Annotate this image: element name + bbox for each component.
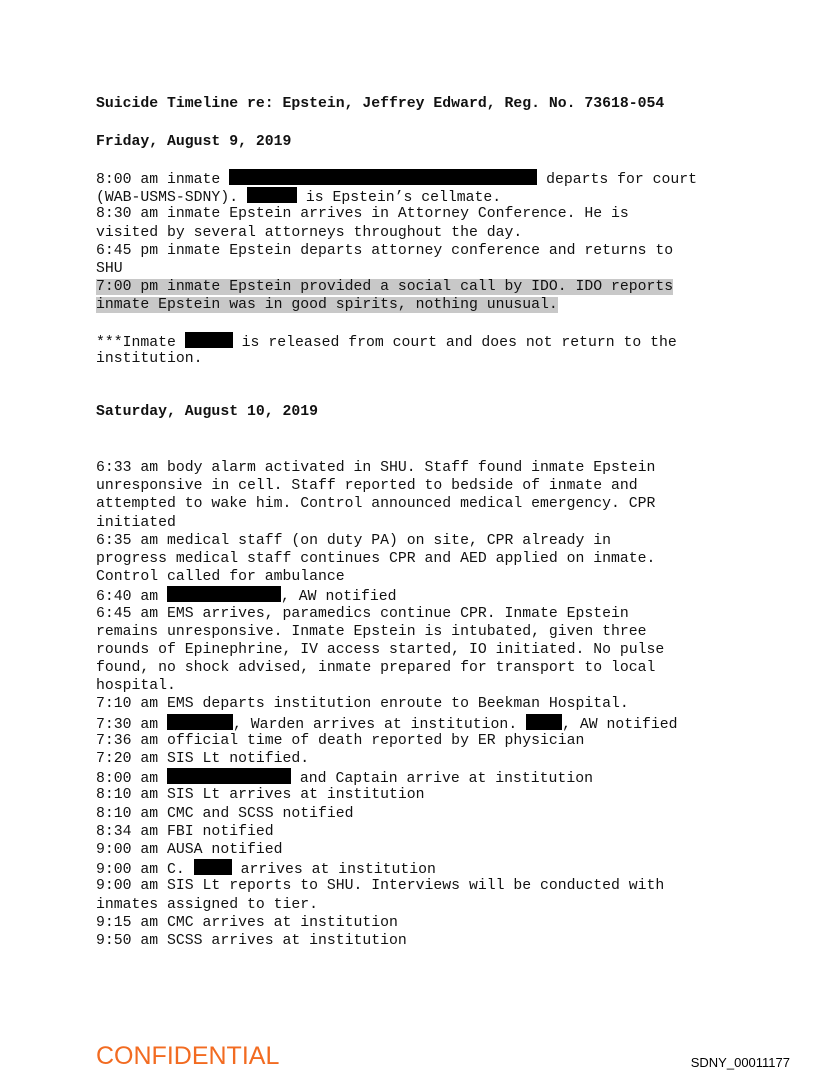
redaction-bar	[167, 586, 281, 602]
section-heading-saturday: Saturday, August 10, 2019	[96, 404, 318, 420]
timeline-line: 6:33 am body alarm activated in SHU. Staff found inmate Epstein	[96, 460, 656, 476]
saturday-timeline	[96, 459, 736, 950]
timeline-line: 8:34 am FBI notified	[96, 823, 274, 840]
timeline-line: 7:20 am SIS Lt notified.	[96, 751, 310, 767]
timeline-line: 6:40 am , AW notified	[96, 586, 736, 604]
timeline-line: SHU	[96, 260, 123, 277]
timeline-line: 8:30 am inmate Epstein arrives in Attorney Conference. He is	[96, 206, 629, 223]
timeline-line: 8:10 am CMC and SCSS notified	[96, 805, 354, 822]
timeline-line: 7:30 am , Warden arrives at institution. , AW notified	[96, 714, 736, 732]
timeline-line: initiated	[96, 514, 176, 531]
highlighted-line: inmate Epstein was in good spirits, nothing unusual.	[96, 297, 558, 314]
redaction-bar	[526, 714, 562, 730]
timeline-line: progress medical staff continues CPR and AED applied on inmate.	[96, 550, 656, 567]
timeline-line: 7:10 am EMS departs institution enroute to Beekman Hospital.	[96, 696, 629, 713]
redaction-bar	[167, 714, 233, 730]
timeline-line: Control called for ambulance	[96, 569, 345, 586]
bates-number: SDNY_00011177	[690, 1055, 790, 1070]
note-line: institution.	[96, 351, 203, 368]
section-heading-friday: Friday, August 9, 2019	[96, 134, 292, 150]
timeline-line: 9:15 am CMC arrives at institution	[96, 914, 398, 931]
timeline-line: unresponsive in cell. Staff reported to bedside of inmate and	[96, 478, 638, 495]
timeline-line: inmates assigned to tier.	[96, 896, 318, 913]
timeline-line: 7:36 am official time of death reported by ER physician	[96, 732, 585, 749]
timeline-line: attempted to wake him. Control announced medical emergency. CPR	[96, 496, 656, 513]
note-line: ***Inmate is released from court and does not return to the	[96, 332, 736, 350]
friday-note	[96, 332, 736, 368]
document-title: Suicide Timeline re: Epstein, Jeffrey Edward, Reg. No. 73618-054	[96, 96, 665, 112]
timeline-line: rounds of Epinephrine, IV access started, IO initiated. No pulse	[96, 641, 665, 658]
timeline-line: 8:00 am and Captain arrive at institution	[96, 768, 736, 786]
timeline-line: 6:35 am medical staff (on duty PA) on site, CPR already in	[96, 532, 612, 549]
timeline-line: 6:45 am EMS arrives, paramedics continue CPR. Inmate Epstein	[96, 605, 629, 622]
timeline-line: found, no shock advised, inmate prepared for transport to local	[96, 660, 656, 677]
redaction-bar	[229, 169, 537, 185]
timeline-line: hospital.	[96, 678, 176, 695]
highlighted-line: 7:00 pm inmate Epstein provided a social call by IDO. IDO reports	[96, 279, 674, 296]
confidential-label: CONFIDENTIAL	[96, 1042, 280, 1070]
timeline-line: visited by several attorneys throughout the day.	[96, 224, 523, 241]
timeline-line: 6:45 pm inmate Epstein departs attorney conference and returns to	[96, 242, 674, 259]
timeline-line: 9:00 am AUSA notified	[96, 841, 283, 858]
timeline-line: 9:00 am SIS Lt reports to SHU. Interviews will be conducted with	[96, 878, 665, 895]
redaction-bar	[167, 768, 291, 784]
timeline-line: 9:00 am C. arrives at institution	[96, 859, 736, 877]
redaction-bar	[247, 187, 297, 203]
timeline-line: (WAB-USMS-SDNY). is Epstein’s cellmate.	[96, 187, 736, 205]
friday-timeline	[96, 169, 736, 315]
timeline-line: 8:00 am inmate departs for court	[96, 169, 736, 187]
timeline-line: remains unresponsive. Inmate Epstein is intubated, given three	[96, 623, 647, 640]
redaction-bar	[194, 859, 232, 875]
redaction-bar	[185, 332, 233, 348]
timeline-line: 8:10 am SIS Lt arrives at institution	[96, 787, 425, 804]
timeline-line: 9:50 am SCSS arrives at institution	[96, 932, 407, 949]
